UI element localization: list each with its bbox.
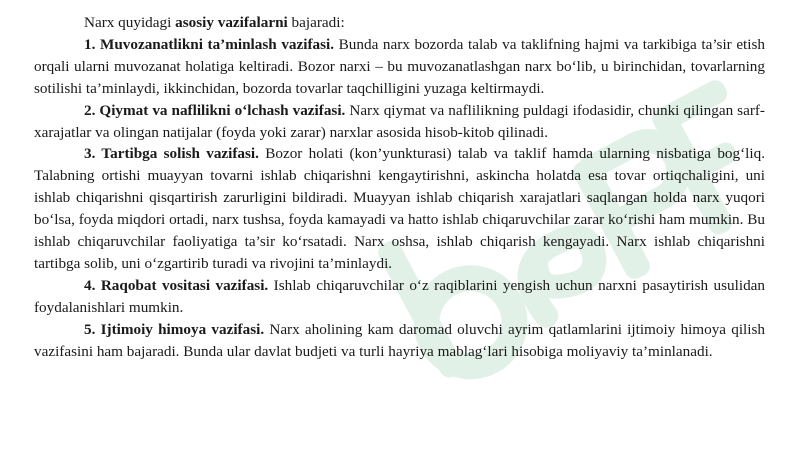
intro-bold-text: asosiy vazifalarni — [175, 14, 288, 31]
function-text-1: Bunda narx bozorda talab va taklifning hajmi va tarkibiga ta’sir etish orqali ularni muvozanat holatiga keltiradi. Bozor narxi – bu muvozanatlashgan narx bo‘lib, u birinchidan, tovarlarning sotilishi ta’minlaydi, ikkinchidan, bozorda tovarlar taqchilligini yuzaga keltirmaydi. — [34, 35, 765, 97]
function-paragraph-2 — [34, 100, 765, 144]
function-title-2: 2. Qiymat va naflilikni o‘lchash vazifasi. — [84, 101, 346, 119]
function-paragraph-5 — [34, 319, 765, 363]
function-paragraph-1 — [34, 34, 765, 100]
function-text-2: Narx qiymat va naflilikning puldagi ifodasidir, chunki qilingan sarf-xarajatlar va olingan natijalar (foyda yoki zarar) narxlar asosida hisob-kitob qilinadi. — [34, 101, 765, 141]
function-title-5: 5. Ijtimoiy himoya vazifasi. — [84, 320, 265, 338]
function-title-1: 1. Muvozanatlikni ta’minlash vazifasi. — [84, 35, 335, 53]
intro-text-after: bajaradi: — [287, 14, 345, 31]
function-title-4: 4. Raqobat vositasi vazifasi. — [84, 276, 269, 294]
function-paragraph-3 — [34, 143, 765, 274]
document-body — [34, 12, 765, 363]
function-title-3: 3. Tartibga solish vazifasi. — [84, 145, 259, 163]
function-paragraph-4 — [34, 275, 765, 319]
function-text-5: Narx aholining kam daromad oluvchi ayrim qatlamlarini ijtimoiy himoya qilish vazifasini ham bajaradi. Bunda ular davlat budjeti va turli hayriya mablag‘lari hisobiga moliyaviy ta’minlanadi. — [34, 320, 765, 360]
function-text-4: Ishlab chiqaruvchilar o‘z raqiblarini yengish uchun narxni pasaytirish usulidan foydalanishlari mumkin. — [34, 276, 765, 316]
intro-text-before: Narx quyidagi — [84, 14, 176, 31]
intro-paragraph — [34, 12, 765, 34]
function-text-3: Bozor holati (kon’yunkturasi) talab va taklif hamda ularning nisbatiga bog‘liq. Talabning ortishi muayyan tovarni ishlab chiqarishni kengaytirishni, askincha holatda esa tovar ortiqchaligini, uni ishlab chiqarishni qisqartirish zarurligini bildiradi. Muayyan ishlab chiqarish xarajatlari saqlangan holda narx yuqori bo‘lsa, foyda miqdori ortadi, narx tushsa, foyda kamayadi va hatto ishlab chiqaruvchilar zarar ko‘rishi ham mumkin. Bu ishlab chiqaruvchilar faoliyatiga ta’sir ko‘rsatadi. Narx oshsa, ishlab chiqarish kengayadi. Narx ishlab chiqarishni tartibga solib, uni o‘zgartirib turadi va rivojini ta’minlaydi. — [34, 145, 765, 272]
